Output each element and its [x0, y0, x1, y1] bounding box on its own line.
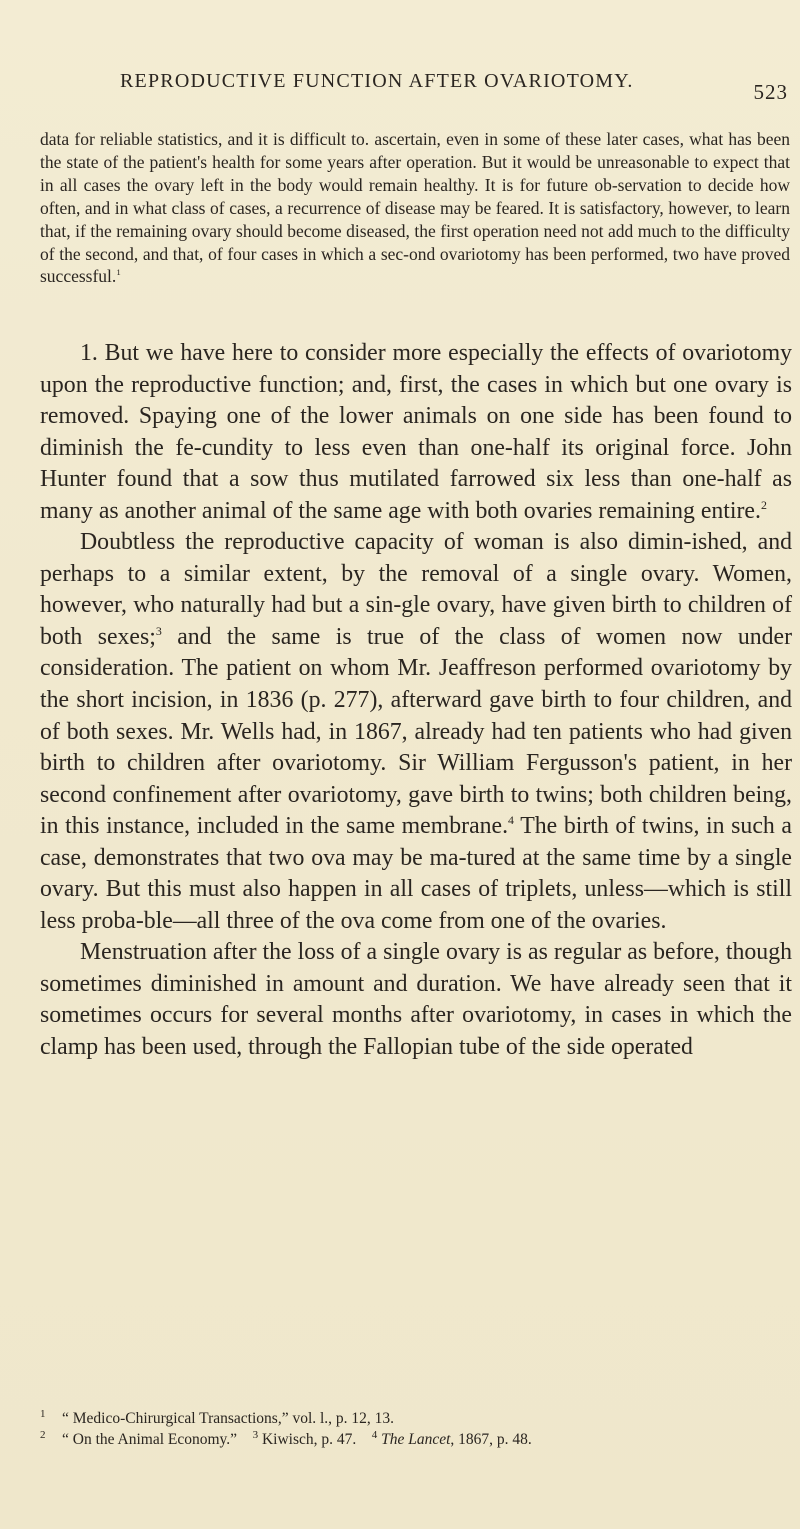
- footnotes: [40, 1408, 790, 1450]
- opening-paragraph: [40, 128, 790, 288]
- footnote-text: , 1867, p. 48.: [450, 1431, 532, 1448]
- footnote-number: 2: [40, 1429, 46, 1441]
- footnote-text: “ Medico-Chirurgical Transactions,” vol. l., p. 12, 13.: [62, 1410, 395, 1427]
- running-head: REPRODUCTIVE FUNCTION AFTER OVARIOTOMY.: [120, 70, 634, 92]
- footnote-number: 1: [40, 1408, 46, 1420]
- paragraph-capacity: [40, 527, 792, 937]
- footnote-text: Kiwisch, p. 47.: [261, 1431, 357, 1448]
- footnote-number: 4: [371, 1428, 378, 1441]
- page-header: [120, 70, 788, 110]
- paragraph-effects: [40, 338, 792, 527]
- footnote-ref: 4: [508, 813, 514, 828]
- footnote-1: [40, 1408, 790, 1429]
- footnote-text: “ On the Animal Economy.”: [62, 1431, 238, 1448]
- paragraph-text: 1. But we have here to consider more especially the effects of ovariotomy upon the reproductive function; and, first, the cases in which but one ovary is removed. Spaying one of the lower animals on one side has been found to diminish the fe-cundity to less even than one-half its original force. John Hunter found that a sow thus mutilated farrowed six less than one-half as many as another animal of the same age with both ovaries remaining entire.: [40, 340, 792, 524]
- paragraph-text: and the same is true of the class of women now under consideration. The patient on whom Mr. Jeaffreson performed ovariotomy by the short incision, in 1836 (p. 277), afterward gave birth to four children, and of both sexes. Mr. Wells had, in 1867, already had ten patients who had given birth to children after ovariotomy. Sir William Fergusson's patient, in her second confinement after ovariotomy, gave birth to twins; both children being, in this instance, included in the same membrane.: [40, 623, 793, 840]
- footnote-number: 3: [252, 1428, 259, 1441]
- paragraph-text: Doubtless the reproductive capacity of woman is also dimin-ished, and perhaps to a similar extent, by the removal of a single ovary. Women, however, who naturally had but a sin-gle ovary, have given birth to children of both sexes;: [40, 529, 792, 650]
- footnote-ref: 1: [116, 267, 121, 278]
- main-text: [40, 338, 792, 1064]
- page-number: 523: [753, 80, 788, 104]
- paragraph-text: Menstruation after the loss of a single ovary is as regular as before, though sometimes diminished in amount and duration. We have already seen that it sometimes occurs for several months after ovariotomy, in cases in which the clamp has been used, through the Fallopian tube of the side operated: [40, 939, 792, 1061]
- paragraph-menstruation: [40, 937, 792, 1063]
- footnote-ref: 3: [155, 624, 162, 638]
- footnote-2-3-4: [40, 1429, 790, 1450]
- paragraph-text: The birth of twins, in such a case, demonstrates that two ova may be ma-tured at the same time by a single ovary. But this must also happen in all cases of triplets, unless—which is still less proba-ble—all three of the ova come from one of the ovaries.: [40, 813, 792, 934]
- footnote-ref: 2: [760, 497, 767, 512]
- journal-title: The Lancet: [381, 1431, 451, 1448]
- opening-text: data for reliable statistics, and it is difficult to. ascertain, even in some of these later cases, what has been the state of the patient's health for some years after operation. But it would be unreasonable to expect that in all cases the ovary left in the body would remain healthy. It is for future ob-servation to decide how often, and in what class of cases, a recurrence of disease may be feared. It is satisfactory, however, to learn that, if the remaining ovary should become diseased, the first operation need not add much to the difficulty of the second, and that, of four cases in which a sec-ond ovariotomy has been performed, two have proved successful.: [40, 129, 790, 287]
